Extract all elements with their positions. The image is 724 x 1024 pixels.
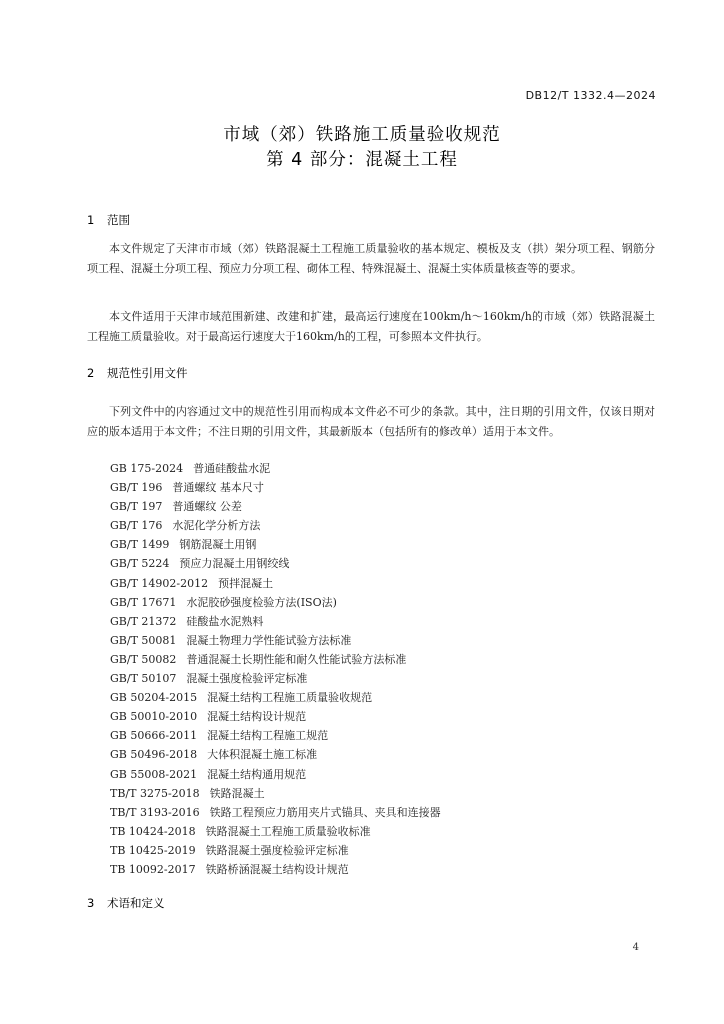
section-title: 术语和定义 <box>107 896 165 910</box>
reference-item: TB 10424-2018 铁路混凝土工程施工质量验收标准 <box>110 824 371 838</box>
references-intro: 下列文件中的内容通过文中的规范性引用而构成本文件必不可少的条款。其中，注日期的引用文件，仅该日期对应的版本适用于本文件；不注日期的引用文件，其最新版本（包括所有的修改单）适用于本文件。 <box>87 405 655 438</box>
reference-item: GB/T 17671 水泥胶砂强度检验方法(ISO法) <box>110 595 337 609</box>
reference-item: GB/T 50081 混凝土物理力学性能试验方法标准 <box>110 633 352 647</box>
reference-item: GB 50666-2011 混凝土结构工程施工规范 <box>110 729 329 743</box>
section-heading-scope <box>87 212 130 228</box>
reference-item: GB/T 21372 硅酸盐水泥熟料 <box>110 614 264 628</box>
reference-item: GB 175-2024 普通硅酸盐水泥 <box>110 462 271 475</box>
section-heading-normative-references <box>87 365 188 381</box>
scope-paragraph-2: 本文件适用于天津市域范围新建、改建和扩建，最高运行速度在100km/h～160km/h的市域（郊）铁路混凝土工程施工质量验收。对于最高运行速度大于160km/h的工程，可参照本文件执行。 <box>87 310 655 343</box>
section-number: 2 <box>87 366 95 380</box>
section-title: 范围 <box>107 213 130 227</box>
section-number: 1 <box>87 213 95 227</box>
reference-item: TB 10092-2017 铁路桥涵混凝土结构设计规范 <box>110 862 349 876</box>
page-number: 4 <box>632 942 639 953</box>
document-title: 市域（郊）铁路施工质量验收规范 <box>223 125 501 145</box>
reference-item: GB/T 5224 预应力混凝土用钢绞线 <box>110 557 290 571</box>
reference-item: GB/T 50082 普通混凝土长期性能和耐久性能试验方法标准 <box>110 652 407 666</box>
reference-list <box>110 459 441 879</box>
section-title: 规范性引用文件 <box>107 366 188 380</box>
section-number: 3 <box>87 896 95 910</box>
reference-item: GB/T 197 普通螺纹 公差 <box>110 500 242 514</box>
reference-item: GB/T 14902-2012 预拌混凝土 <box>110 576 274 590</box>
section-heading-terms <box>87 895 165 911</box>
reference-item: TB/T 3275-2018 铁路混凝土 <box>110 786 265 800</box>
reference-item: GB 50204-2015 混凝土结构工程施工质量验收规范 <box>110 691 373 705</box>
reference-item: GB/T 196 普通螺纹 基本尺寸 <box>110 481 264 495</box>
document-id: DB12/T 1332.4—2024 <box>525 89 656 102</box>
document-subtitle: 第 4 部分：混凝土工程 <box>266 150 458 170</box>
reference-item: GB 50496-2018 大体积混凝土施工标准 <box>110 748 318 762</box>
reference-item: GB/T 1499 钢筋混凝土用钢 <box>110 538 257 552</box>
reference-item: GB 55008-2021 混凝土结构通用规范 <box>110 767 307 781</box>
reference-item: GB/T 176 水泥化学分析方法 <box>110 519 261 533</box>
scope-paragraph-1: 本文件规定了天津市市域（郊）铁路混凝土工程施工质量验收的基本规定、模板及支（拱）架分项工程、钢筋分项工程、混凝土分项工程、预应力分项工程、砌体工程、特殊混凝土、混凝土实体质量核查等的要求。 <box>87 242 655 275</box>
reference-item: GB/T 50107 混凝土强度检验评定标准 <box>110 672 308 686</box>
reference-item: TB 10425-2019 铁路混凝土强度检验评定标准 <box>110 843 349 857</box>
reference-item: GB 50010-2010 混凝土结构设计规范 <box>110 710 307 724</box>
reference-item: TB/T 3193-2016 铁路工程预应力筋用夹片式锚具、夹具和连接器 <box>110 805 441 819</box>
